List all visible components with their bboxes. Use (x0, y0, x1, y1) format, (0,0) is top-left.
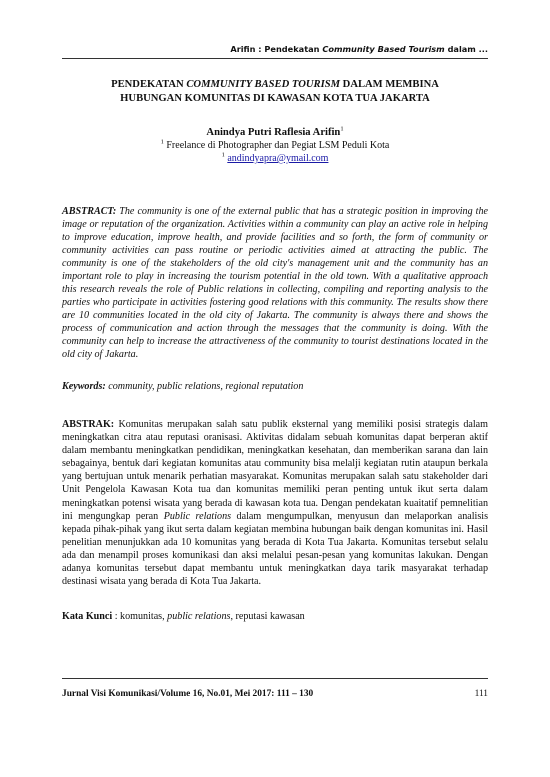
author-sup: 1 (340, 125, 344, 133)
affiliation: Freelance di Photographer dan Pegiat LSM Peduli Kota (163, 140, 390, 151)
running-head-prefix: Arifin : Pendekatan (230, 44, 323, 54)
kata-kunci-sep: : komunitas, (112, 611, 168, 622)
title-part-1: PENDEKATAN (111, 79, 187, 90)
keywords-en-text: community, public relations, regional reputation (105, 381, 304, 392)
abstract-id-label: ABSTRAK: (62, 419, 115, 430)
running-head-italic: Community Based Tourism (322, 44, 445, 54)
abstract-indonesian (62, 418, 488, 588)
email-link[interactable]: andindyapra@ymail.com (227, 153, 329, 164)
running-head-suffix: dalam ... (444, 44, 488, 54)
abstract-id-text-1: Komunitas merupakan salah satu publik eksternal yang memiliki posisi strategis dalam meningkatkan citra atau reputasi oranisasi. Aktivitas didalam sebuah komunitas dapat berperan aktif dalam membantu meningkatkan pendidikan, meningkatkan kesehatan, dan memberikan sarana dan lain sebagainya, bentuk dari kegiatan komunitas atau community bisa melalji kegiatan rutin ataupun berkala yang bertujuan untuk menarik perhatian masyarakat. Komunitas merupakan salah satu stakeholder dari Unit Pengelola Kawasan Kota tua dan komunitas memiliki peran penting untuk ikut serta dalam meningkatkan potensi wisata yang berada di kawasan kota tua. Dengan pendekatan kuaitatif pemnelitian ini mengungkap peran (62, 419, 488, 522)
keywords-en-label: Keywords: (62, 381, 106, 392)
footer-divider (62, 678, 488, 679)
email-sup: 1 (221, 151, 225, 159)
page-footer (62, 689, 488, 699)
author-block (62, 126, 488, 165)
affiliation-line (62, 139, 488, 152)
abstract-english (62, 205, 488, 361)
title-line-1 (62, 78, 488, 92)
kata-kunci-italic: public relations (167, 611, 231, 622)
running-head (230, 44, 488, 54)
keywords-indonesian (62, 611, 488, 622)
page-number: 111 (474, 689, 488, 699)
author-line (62, 126, 488, 139)
abstract-en-label: ABSTRACT: (62, 206, 117, 217)
title-italic: COMMUNITY BASED TOURISM (186, 79, 341, 90)
journal-citation: Jurnal Visi Komunikasi/Volume 16, No.01, Mei 2017: 111 – 130 (62, 689, 314, 699)
email-line (62, 152, 488, 165)
abstract-id-text-2: dalam mengumpulkan, menyusun dan melaporkan analisis kepada pihak-pihak yang ikut serta dalam kegiatan membina hubungan baik dengan komunitas ini. Hasil penelitian menunjukkan ada 10 komunitas yang berada di Kota Tua Jakarta. Komunitas tersebut selalu ada dan menampil proses komunikasi dan aksi melalui pesan-pesan yang komunitas lakukan. Dengan adanya komunitas tersebut dapat membantu untuk meningkatkan daya tarik masyarakat terhadap destinasi wisata yang berada di Kota Tua Jakarta. (62, 510, 488, 588)
header-divider (62, 58, 488, 59)
author-name: Anindya Putri Raflesia Arifin (206, 127, 341, 138)
title-line-2: HUBUNGAN KOMUNITAS DI KAWASAN KOTA TUA JAKARTA (120, 93, 430, 104)
title-part-2: DALAM MEMBINA (340, 79, 439, 90)
abstract-id-italic: Public relations (163, 510, 232, 522)
abstract-en-text: The community is one of the external public that has a strategic position in improving the image or reputation of the organization. Activities within a community can play an active role in helping to improve education, improve health, and provide facilities and so forth, the form of community or community activities can pass routine or periodic activities aimed at attracting the public. The community is one of the stakeholders of the old city's management unit and the community has an important role to play in increasing the tourism potential in the old town. With a qualitative approach this research reveals the role of Public relations in collecting, compiling and reporting analysis to the parties who participate in activities fostering good relations with this community. The results show there are 10 communities located in the old city of Jakarta. The community is always there and shows the process of communication and action through the messages that the community is doing. With the community can help to increase the attractiveness of the community to tourist destinations located in the old city of Jakarta. (62, 206, 488, 360)
affiliation-sup: 1 (160, 138, 164, 146)
kata-kunci-label: Kata Kunci (62, 611, 113, 622)
paper-title (62, 78, 488, 106)
keywords-english (62, 381, 488, 392)
kata-kunci-rest: , reputasi kawasan (230, 611, 305, 622)
